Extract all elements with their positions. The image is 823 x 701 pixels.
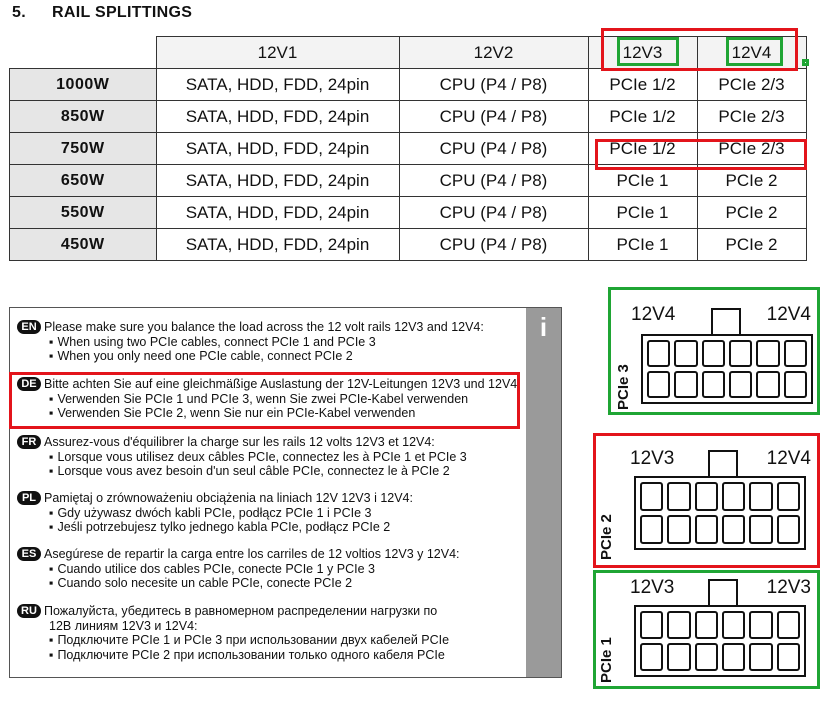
section-title: RAIL SPLITTINGS xyxy=(52,4,193,21)
wattage-cell: 750W xyxy=(10,133,157,165)
rail4-cell: PCIe 2/3 xyxy=(697,69,806,101)
note-bullet: ▪ Lorsque vous utilisez deux câbles PCIe, connectez les à PCIe 1 et PCIe 3 xyxy=(17,450,467,465)
rail4-cell: PCIe 2/3 xyxy=(697,133,806,165)
row-750w-highlight-red xyxy=(595,139,807,170)
connector-latch xyxy=(708,450,738,478)
rail1-cell: SATA, HDD, FDD, 24pin xyxy=(156,101,399,133)
note-bullet: ▪ Подключите PCIe 1 и PCIe 3 при использовании двух кабелей PCIe xyxy=(17,633,449,648)
info-bar xyxy=(526,308,561,677)
note-bullet: ▪ When using two PCIe cables, connect PCIe 1 and PCIe 3 xyxy=(17,335,484,350)
table-row xyxy=(10,101,807,133)
note-es xyxy=(17,547,460,591)
connector-pcie1 xyxy=(593,570,820,689)
lang-badge-en: EN xyxy=(17,320,41,334)
green-marker xyxy=(802,59,809,66)
lang-badge-es: ES xyxy=(17,547,41,561)
rail2-cell: CPU (P4 / P8) xyxy=(399,69,588,101)
rail4-cell: PCIe 2 xyxy=(697,165,806,197)
wattage-cell: 850W xyxy=(10,101,157,133)
connector-left-rail: 12V3 xyxy=(630,448,675,469)
rail2-cell: CPU (P4 / P8) xyxy=(399,229,588,261)
lang-badge-de: DE xyxy=(17,377,41,391)
note-main-continued: 12В линиям 12V3 и 12V4: xyxy=(49,618,198,633)
rail2-cell: CPU (P4 / P8) xyxy=(399,133,588,165)
rail1-cell: SATA, HDD, FDD, 24pin xyxy=(156,229,399,261)
header-12v3-highlight-green xyxy=(617,37,679,66)
connector-name: PCIe 1 xyxy=(598,637,615,683)
rail2-cell: CPU (P4 / P8) xyxy=(399,197,588,229)
note-main: Please make sure you balance the load across the 12 volt rails 12V3 and 12V4: xyxy=(44,320,484,334)
note-main: Pamiętaj o zrównoważeniu obciążenia na liniach 12V 12V3 i 12V4: xyxy=(44,491,413,505)
rail2-cell: CPU (P4 / P8) xyxy=(399,165,588,197)
rail3-cell: PCIe 1/2 xyxy=(588,133,697,165)
lang-badge-pl: PL xyxy=(17,491,41,505)
rail1-cell: SATA, HDD, FDD, 24pin xyxy=(156,165,399,197)
wattage-cell: 550W xyxy=(10,197,157,229)
note-bullet: ▪ Cuando solo necesite un cable PCIe, conecte PCIe 2 xyxy=(17,576,460,591)
rail4-cell: PCIe 2 xyxy=(697,197,806,229)
lang-badge-fr: FR xyxy=(17,435,41,449)
connector-left-rail: 12V4 xyxy=(631,304,676,325)
note-en xyxy=(17,320,484,364)
header-corner xyxy=(10,37,157,69)
rail3-cell: PCIe 1 xyxy=(588,197,697,229)
table-row xyxy=(10,229,807,261)
connector-plug xyxy=(641,334,813,404)
rail1-cell: SATA, HDD, FDD, 24pin xyxy=(156,133,399,165)
table-row xyxy=(10,69,807,101)
rail4-cell: PCIe 2 xyxy=(697,229,806,261)
section-number: 5. xyxy=(12,4,26,21)
lang-badge-ru: RU xyxy=(17,604,41,618)
connector-name: PCIe 2 xyxy=(598,514,615,560)
note-bullet: ▪ Cuando utilice dos cables PCIe, conecte PCIe 1 y PCIe 3 xyxy=(17,562,460,577)
connector-pcie2 xyxy=(593,433,820,568)
connector-name: PCIe 3 xyxy=(615,364,632,410)
connector-latch xyxy=(708,579,738,607)
note-bullet: ▪ Подключите PCIe 2 при использовании только одного кабеля PCIe xyxy=(17,648,449,663)
note-main: Пожалуйста, убедитесь в равномерном распределении нагрузки по xyxy=(44,604,438,618)
rail3-cell: PCIe 1 xyxy=(588,165,697,197)
section-heading xyxy=(12,4,192,22)
rail1-cell: SATA, HDD, FDD, 24pin xyxy=(156,69,399,101)
header-12v4-highlight-green xyxy=(726,37,783,66)
table-row xyxy=(10,197,807,229)
header-12v1: 12V1 xyxy=(156,37,399,69)
note-main: Assurez-vous d'équilibrer la charge sur les rails 12 volts 12V3 et 12V4: xyxy=(44,435,435,449)
connector-latch xyxy=(711,308,741,336)
rail4-cell: PCIe 2/3 xyxy=(697,101,806,133)
notes-panel xyxy=(9,307,562,678)
rail3-cell: PCIe 1 xyxy=(588,229,697,261)
wattage-cell: 450W xyxy=(10,229,157,261)
connector-pcie3 xyxy=(608,287,820,415)
wattage-cell: 650W xyxy=(10,165,157,197)
rail2-cell: CPU (P4 / P8) xyxy=(399,101,588,133)
connector-right-rail: 12V4 xyxy=(766,448,811,469)
info-icon: i xyxy=(539,312,548,342)
connector-right-rail: 12V4 xyxy=(766,304,811,325)
header-12v3: 12V3 xyxy=(588,37,697,69)
note-main: Bitte achten Sie auf eine gleichmäßige Auslastung der 12V-Leitungen 12V3 und 12V4: xyxy=(44,377,521,391)
note-bullet: ▪ Gdy używasz dwóch kabli PCIe, podłącz PCIe 1 i PCIe 3 xyxy=(17,506,413,521)
note-bullet: ▪ Verwenden Sie PCIe 2, wenn Sie nur ein PCIe-Kabel verwenden xyxy=(17,406,521,421)
rail3-cell: PCIe 1/2 xyxy=(588,69,697,101)
connector-right-rail: 12V3 xyxy=(766,577,811,598)
note-fr xyxy=(17,435,467,479)
note-bullet: ▪ When you only need one PCIe cable, connect PCIe 2 xyxy=(17,349,484,364)
note-pl xyxy=(17,491,413,535)
note-ru xyxy=(17,604,449,662)
connector-left-rail: 12V3 xyxy=(630,577,675,598)
header-12v2: 12V2 xyxy=(399,37,588,69)
rail1-cell: SATA, HDD, FDD, 24pin xyxy=(156,197,399,229)
wattage-cell: 1000W xyxy=(10,69,157,101)
note-de-highlight-red xyxy=(9,372,520,429)
connector-plug xyxy=(634,476,806,550)
connector-plug xyxy=(634,605,806,677)
rail3-cell: PCIe 1/2 xyxy=(588,101,697,133)
note-bullet: ▪ Verwenden Sie PCIe 1 und PCIe 3, wenn Sie zwei PCIe-Kabel verwenden xyxy=(17,392,521,407)
note-main: Asegúrese de repartir la carga entre los carriles de 12 voltios 12V3 y 12V4: xyxy=(44,547,460,561)
header-12v4: 12V4 xyxy=(697,37,806,69)
note-bullet: ▪ Lorsque vous avez besoin d'un seul câble PCIe, connectez le à PCIe 2 xyxy=(17,464,467,479)
note-bullet: ▪ Jeśli potrzebujesz tylko jednego kabla PCIe, podłącz PCIe 2 xyxy=(17,520,413,535)
